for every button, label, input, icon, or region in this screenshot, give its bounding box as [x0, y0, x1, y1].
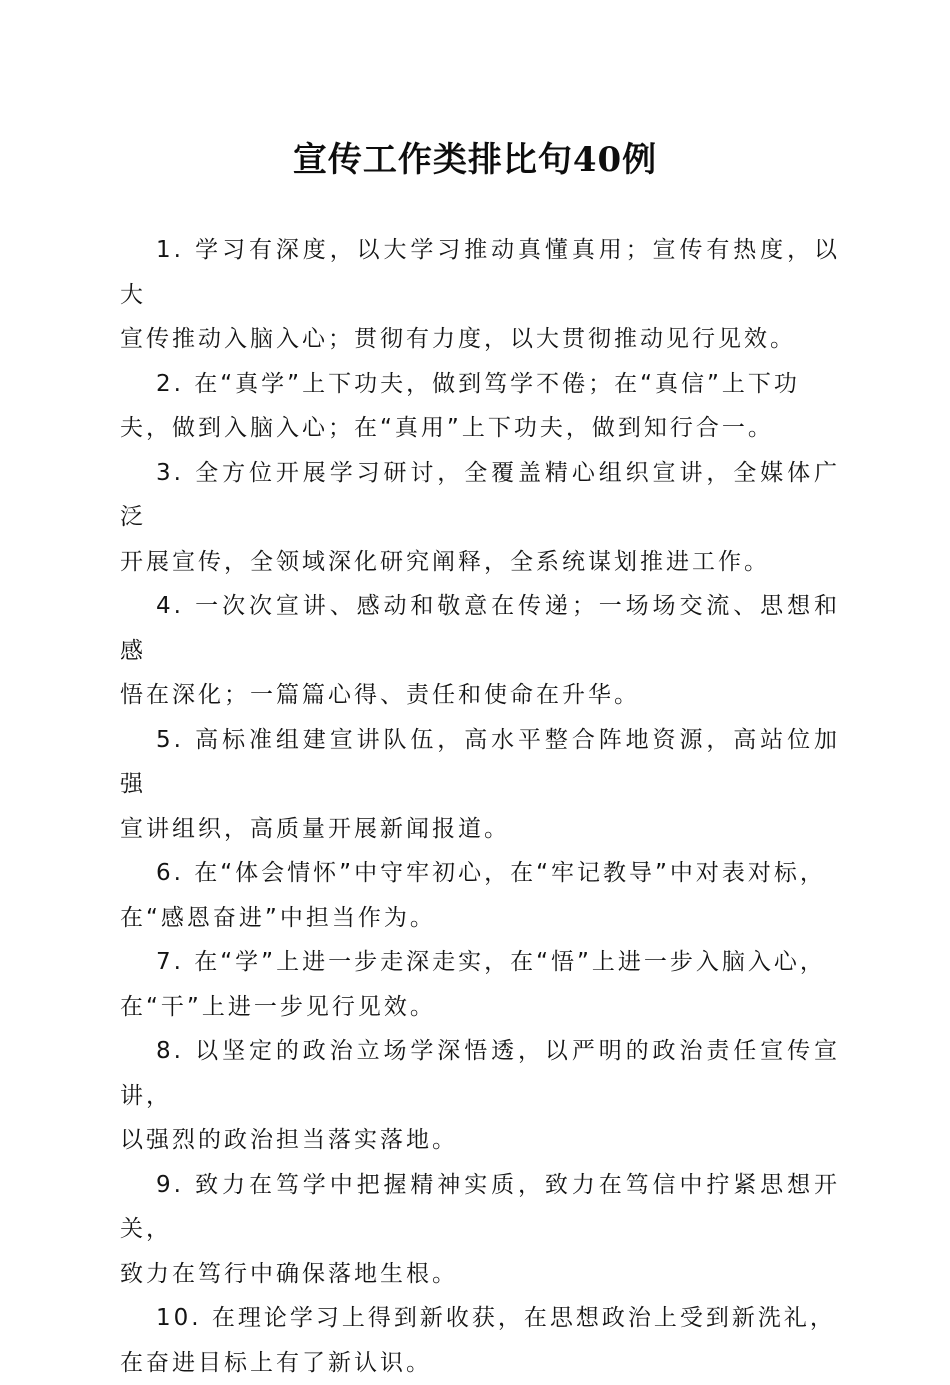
paragraph-8: 8. 以坚定的政治立场学深悟透，以严明的政治责任宣传宣讲， 以强烈的政治担当落实落地。	[120, 1038, 840, 1153]
paragraph-6: 6. 在“体会情怀”中守牢初心，在“牢记教导”中对表对标， 在“感恩奋进”中担当作为。	[120, 860, 826, 931]
paragraph-9: 9. 致力在笃学中把握精神实质，致力在笃信中拧紧思想开关， 致力在笃行中确保落地生根。	[120, 1171, 840, 1287]
paragraph-1: 1. 学习有深度，以大学习推动真懂真用；宣传有热度，以大 宣传推动入脑入心；贯彻有力度，以大贯彻推动见行见效。	[120, 237, 840, 352]
paragraph-2: 2. 在“真学”上下功夫，做到笃学不倦；在“真信”上下功 夫，做到入脑入心；在“真用”上下功夫，做到知行合一。	[120, 370, 800, 441]
document-body	[120, 228, 840, 1385]
paragraph-4: 4. 一次次宣讲、感动和敬意在传递；一场场交流、思想和感 悟在深化；一篇篇心得、责任和使命在升华。	[120, 593, 840, 708]
paragraph-10: 10. 在理论学习上得到新收获，在思想政治上受到新洗礼， 在奋进目标上有了新认识。	[120, 1305, 836, 1376]
document-title: 宣传工作类排比句40例	[292, 140, 658, 180]
paragraph-7: 7. 在“学”上进一步走深走实，在“悟”上进一步入脑入心， 在“干”上进一步见行见效。	[120, 949, 826, 1020]
paragraph-5: 5. 高标准组建宣讲队伍，高水平整合阵地资源，高站位加强 宣讲组织，高质量开展新闻报道。	[120, 726, 840, 842]
paragraph-3: 3. 全方位开展学习研讨，全覆盖精心组织宣讲，全媒体广泛 开展宣传，全领域深化研究阐释，全系统谋划推进工作。	[120, 459, 840, 575]
